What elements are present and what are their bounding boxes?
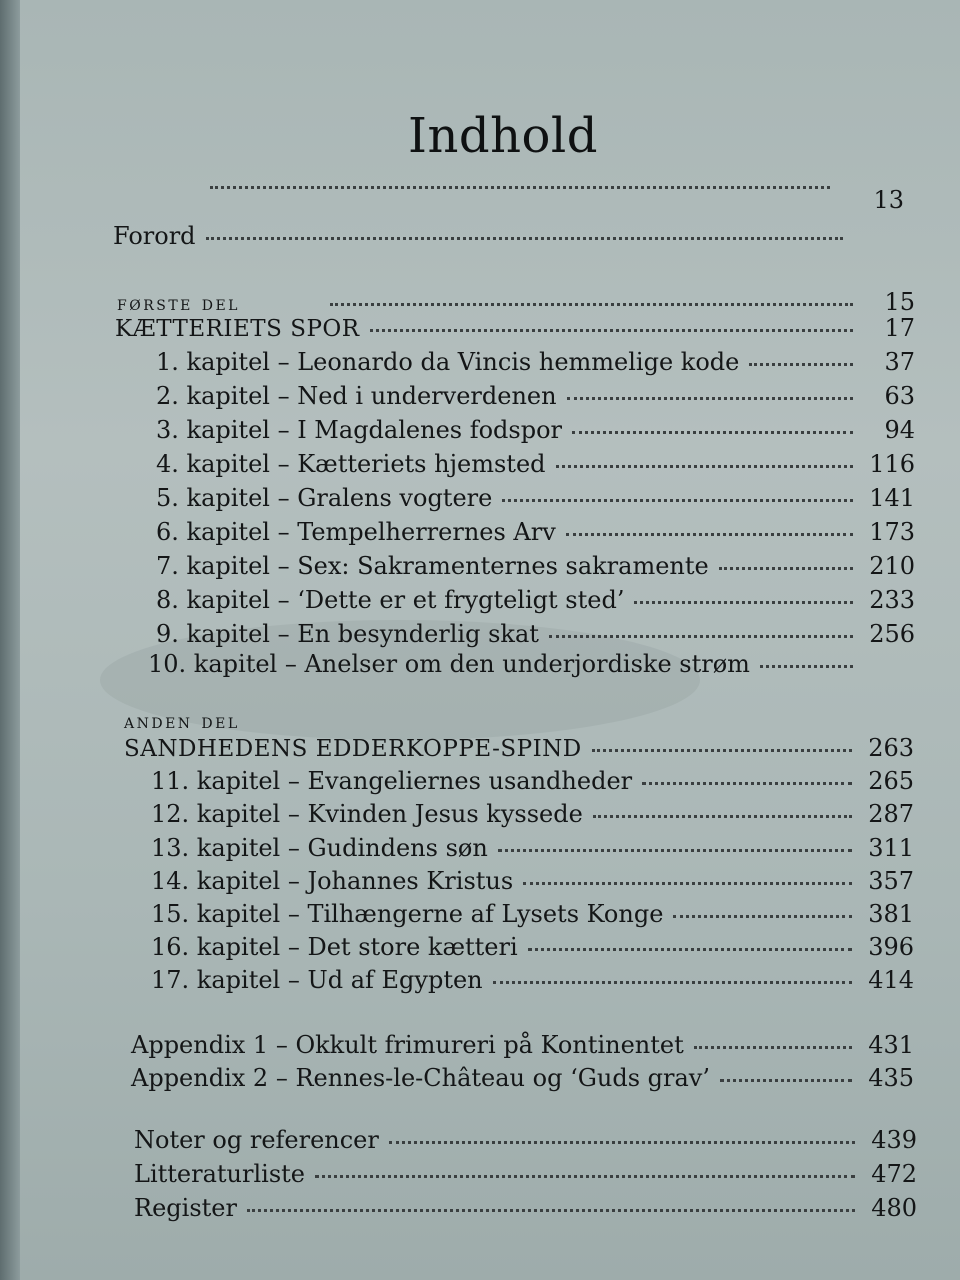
dot-leader — [572, 431, 853, 434]
toc-entry-label: 16. kapitel – Det store kætteri — [151, 933, 518, 961]
book-spine — [0, 0, 20, 1280]
toc-entry-label: 13. kapitel – Gudindens søn — [151, 834, 488, 862]
toc-entry-chapter-1 — [156, 348, 915, 380]
toc-entry-chapter-4 — [156, 450, 915, 482]
page-title: Indhold — [408, 108, 598, 164]
toc-page-number: 311 — [868, 834, 914, 862]
toc-page-number: 256 — [869, 620, 915, 648]
part-label-2: anden del — [124, 709, 240, 733]
dot-leader — [493, 981, 852, 984]
toc-page-number: 37 — [884, 348, 915, 376]
toc-page-number: 472 — [871, 1160, 917, 1188]
toc-entry-chapter-2 — [156, 382, 915, 414]
toc-entry-chapter-8 — [156, 586, 915, 618]
toc-entry-chapter-11 — [151, 767, 914, 799]
toc-entry-label: 1. kapitel – Leonardo da Vincis hemmelige kode — [156, 348, 740, 376]
toc-entry-chapter-17 — [151, 966, 914, 998]
dot-leader — [567, 397, 853, 400]
toc-entry-chapter-3 — [156, 416, 915, 448]
toc-entry-chapter-13 — [151, 834, 914, 866]
part-title-1: KÆTTERIETS SPOR — [115, 316, 360, 342]
toc-entry-chapter-10 — [148, 650, 915, 682]
dot-leader — [749, 363, 853, 366]
dot-leader — [210, 186, 830, 189]
dot-leader — [523, 882, 852, 885]
forord-leader-row — [200, 190, 840, 222]
toc-entry-forord — [113, 222, 853, 254]
part1-leader-above — [320, 288, 915, 320]
dot-leader — [694, 1046, 852, 1049]
toc-page-number: 439 — [871, 1126, 917, 1154]
toc-entry-label: Litteraturliste — [134, 1160, 305, 1188]
dot-leader — [315, 1175, 855, 1178]
toc-page-number: 265 — [868, 767, 914, 795]
toc-entry-label: 7. kapitel – Sex: Sakramenternes sakramente — [156, 552, 709, 580]
toc-entry-chapter-9 — [156, 620, 915, 652]
part-label-1: første del — [117, 291, 240, 315]
forord-page-above: 13 — [873, 186, 904, 214]
toc-entry-notes — [134, 1126, 917, 1158]
dot-leader — [760, 665, 853, 668]
toc-entry-index — [134, 1194, 917, 1226]
toc-entry-label: 6. kapitel – Tempelherrernes Arv — [156, 518, 556, 546]
dot-leader — [528, 948, 852, 951]
toc-page-number: 357 — [868, 867, 914, 895]
toc-page-number: 141 — [869, 484, 915, 512]
book-page — [20, 0, 960, 1280]
toc-entry-label: 12. kapitel – Kvinden Jesus kyssede — [151, 800, 583, 828]
dot-leader — [247, 1209, 855, 1212]
toc-page-number: 414 — [868, 966, 914, 994]
toc-entry-chapter-12 — [151, 800, 914, 832]
toc-entry-label: Noter og referencer — [134, 1126, 379, 1154]
toc-entry-label: Appendix 1 – Okkult frimureri på Kontinentet — [131, 1031, 684, 1059]
toc-page-number: 15 — [884, 288, 915, 316]
toc-page-number: 173 — [869, 518, 915, 546]
dot-leader — [206, 237, 843, 240]
toc-entry-appendix-2 — [131, 1064, 914, 1096]
dot-leader — [556, 465, 853, 468]
dot-leader — [389, 1141, 855, 1144]
dot-leader — [498, 849, 852, 852]
toc-entry-appendix-1 — [131, 1031, 914, 1063]
toc-page-number: 435 — [868, 1064, 914, 1092]
toc-entry-label: 5. kapitel – Gralens vogtere — [156, 484, 493, 512]
toc-entry-label: 14. kapitel – Johannes Kristus — [151, 867, 514, 895]
dot-leader — [673, 915, 852, 918]
toc-entry-chapter-6 — [156, 518, 915, 550]
toc-entry-bibliography — [134, 1160, 917, 1192]
toc-entry-chapter-14 — [151, 867, 914, 899]
toc-entry-part2 — [124, 734, 914, 766]
toc-page-number: 480 — [871, 1194, 917, 1222]
toc-entry-label: 15. kapitel – Tilhængerne af Lysets Konge — [151, 900, 664, 928]
toc-page-number: 210 — [869, 552, 915, 580]
toc-entry-label: 8. kapitel – ‘Dette er et frygteligt sted’ — [156, 586, 625, 614]
toc-page-number: 116 — [869, 450, 915, 478]
dot-leader — [549, 635, 853, 638]
toc-page-number: 263 — [868, 734, 914, 762]
toc-page-number: 396 — [868, 933, 914, 961]
dot-leader — [719, 567, 853, 570]
toc-page-number: 94 — [884, 416, 915, 444]
toc-entry-chapter-15 — [151, 900, 914, 932]
toc-entry-chapter-5 — [156, 484, 915, 516]
toc-entry-label: 4. kapitel – Kætteriets hjemsted — [156, 450, 546, 478]
dot-leader — [502, 499, 853, 502]
dot-leader — [330, 303, 853, 306]
dot-leader — [634, 601, 853, 604]
dot-leader — [592, 749, 852, 752]
toc-entry-chapter-16 — [151, 933, 914, 965]
toc-page-number: 287 — [868, 800, 914, 828]
toc-entry-label: 9. kapitel – En besynderlig skat — [156, 620, 539, 648]
part-title-2: SANDHEDENS EDDERKOPPE-SPIND — [124, 736, 582, 762]
toc-entry-label: Forord — [113, 222, 196, 250]
toc-entry-label: 11. kapitel – Evangeliernes usandheder — [151, 767, 633, 795]
dot-leader — [642, 782, 852, 785]
toc-page-number: 431 — [868, 1031, 914, 1059]
dot-leader — [370, 329, 853, 332]
dot-leader — [720, 1079, 852, 1082]
toc-entry-label: Appendix 2 – Rennes-le-Château og ‘Guds grav’ — [131, 1064, 710, 1092]
toc-entry-chapter-7 — [156, 552, 915, 584]
toc-page-number: 63 — [884, 382, 915, 410]
toc-entry-label: Register — [134, 1194, 237, 1222]
toc-entry-label: 3. kapitel – I Magdalenes fodspor — [156, 416, 563, 444]
toc-page-number: 381 — [868, 900, 914, 928]
dot-leader — [566, 533, 853, 536]
dot-leader — [593, 815, 852, 818]
toc-entry-label: 10. kapitel – Anelser om den underjordiske strøm — [148, 650, 750, 678]
toc-entry-label: 17. kapitel – Ud af Egypten — [151, 966, 483, 994]
toc-page-number: 17 — [884, 314, 915, 342]
toc-page-number: 233 — [869, 586, 915, 614]
toc-entry-label: 2. kapitel – Ned i underverdenen — [156, 382, 557, 410]
